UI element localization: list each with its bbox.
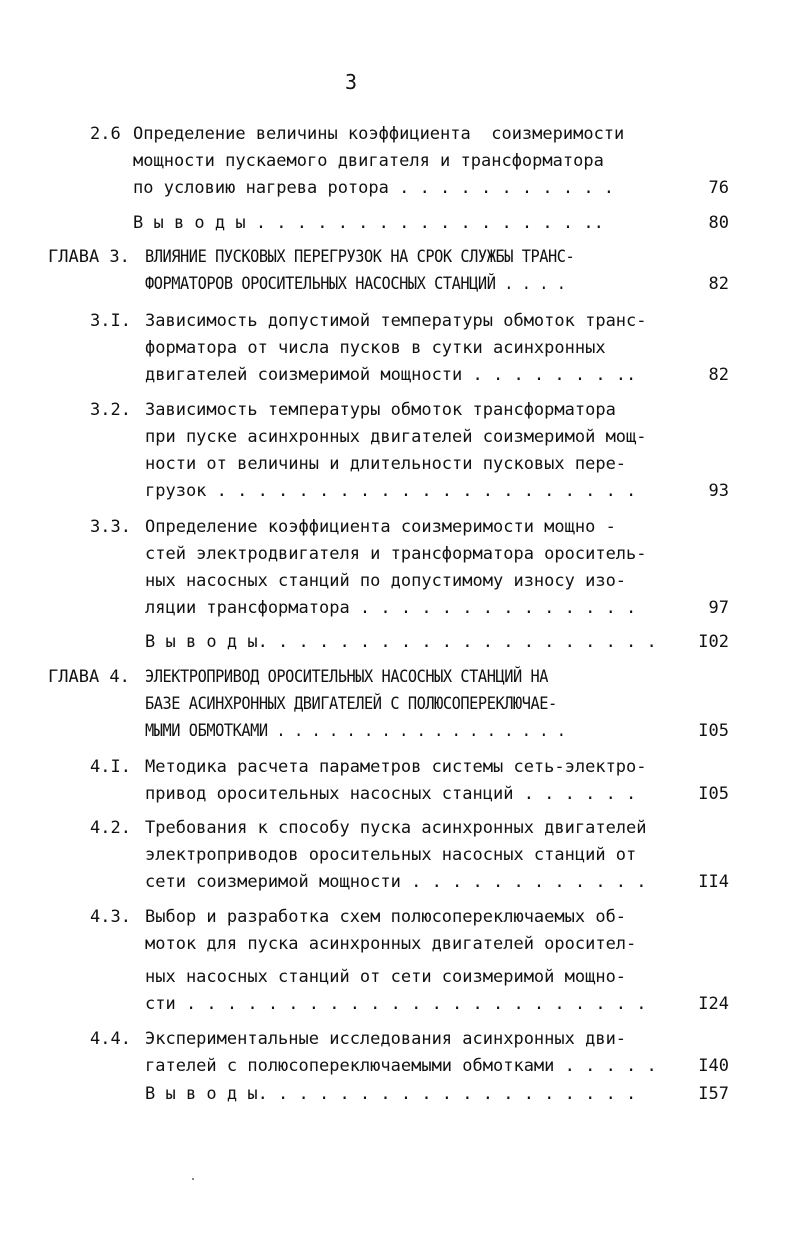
toc-entry-line: Выбор и разработка схем полюсопереключаемых об- — [145, 907, 627, 927]
toc-entry-line: В ы в о д ы. . . . . . . . . . . . . . . . . . . — [145, 1084, 637, 1104]
toc-entry-page: I57 — [698, 1084, 729, 1104]
toc-entry-line: ляции трансформатора . . . . . . . . . . . . . . — [145, 598, 637, 618]
toc-entry-line: В ы в о д ы. . . . . . . . . . . . . . . . . . . . — [145, 632, 657, 652]
toc-entry-page: II4 — [698, 872, 729, 892]
toc-entry-number: 4.3. — [90, 907, 131, 927]
toc-entry-page: I24 — [698, 994, 729, 1014]
toc-entry-line: Определение коэффициента соизмеримости мощно - — [145, 517, 616, 537]
toc-entry-page: 97 — [708, 598, 729, 618]
toc-entry-line: электроприводов оросительных насосных станций от — [145, 845, 637, 865]
toc-entry-number: 3.I. — [90, 311, 131, 331]
toc-entry-page: I05 — [698, 721, 729, 741]
toc-entry-line: Методика расчета параметров системы сеть-электро- — [145, 757, 647, 777]
toc-entry-number: 2.6 — [90, 124, 121, 144]
page-number: 3 — [345, 70, 358, 94]
toc-entry-line: В ы в о д ы . . . . . . . . . . . . . . . . .. — [133, 213, 604, 233]
toc-entry-page: I02 — [698, 632, 729, 652]
toc-entry-line: гателей с полюсопереключаемыми обмотками . . . . . — [145, 1056, 657, 1076]
toc-entry-page: 76 — [708, 178, 729, 198]
toc-chapter-line: ВЛИЯНИЕ ПУСКОВЫХ ПЕРЕГРУЗОК НА СРОК СЛУЖБЫ ТРАНС- — [145, 247, 575, 267]
toc-entry-number: 4.I. — [90, 757, 131, 777]
toc-entry-line: Определение величины коэффициента соизмеримости — [133, 124, 625, 144]
toc-entry-number: 3.2. — [90, 400, 131, 420]
toc-entry-line: стей электродвигателя и трансформатора ороситель- — [145, 544, 647, 564]
toc-chapter-line: ФОРМАТОРОВ ОРОСИТЕЛЬНЫХ НАСОСНЫХ СТАНЦИЙ . . . . — [145, 274, 566, 294]
toc-entry-line: по условию нагрева ротора . . . . . . . . . . . — [133, 178, 615, 198]
toc-entry-page: I05 — [698, 784, 729, 804]
toc-entry-page: 82 — [708, 365, 729, 385]
toc-entry-line: ных насосных станций по допустимому износу изо- — [145, 571, 627, 591]
toc-entry-line: сти . . . . . . . . . . . . . . . . . . . . . . . — [145, 994, 647, 1014]
toc-entry-number: 4.4. — [90, 1029, 131, 1049]
toc-entry-page: 93 — [708, 481, 729, 501]
scan-speck — [192, 1178, 194, 1180]
toc-chapter-line: БАЗЕ АСИНХРОННЫХ ДВИГАТЕЛЕЙ С ПОЛЮСОПЕРЕКЛЮЧАЕ- — [145, 694, 557, 714]
toc-entry-line: моток для пуска асинхронных двигателей оросител- — [145, 934, 637, 954]
toc-entry-page: 82 — [708, 274, 729, 294]
toc-entry-line: Зависимость температуры обмоток трансформатора — [145, 400, 616, 420]
toc-entry-line: при пуске асинхронных двигателей соизмеримой мощ- — [145, 427, 647, 447]
toc-entry-line: мощности пускаемого двигателя и трансформатора — [133, 151, 604, 171]
toc-entry-line: Зависимость допустимой температуры обмоток транс- — [145, 311, 647, 331]
toc-entry-line: ности от величины и длительности пусковых пере- — [145, 454, 627, 474]
toc-entry-number: 4.2. — [90, 818, 131, 838]
toc-chapter-line: МЫМИ ОБМОТКАМИ . . . . . . . . . . . . . . . . . — [145, 721, 566, 741]
toc-entry-line: Экспериментальные исследования асинхронных дви- — [145, 1029, 627, 1049]
toc-entry-page: I40 — [698, 1056, 729, 1076]
toc-entry-line: сети соизмеримой мощности . . . . . . . . . . . . — [145, 872, 647, 892]
toc-entry-page: 80 — [708, 213, 729, 233]
toc-entry-line: Требования к способу пуска асинхронных двигателей — [145, 818, 647, 838]
toc-entry-line: двигателей соизмеримой мощности . . . . . . . .. — [145, 365, 637, 385]
toc-chapter-number: ГЛАВА 3. — [48, 247, 130, 267]
toc-entry-line: ных насосных станций от сети соизмеримой мощно- — [145, 967, 627, 987]
toc-entry-line: форматора от числа пусков в сутки асинхронных — [145, 338, 606, 358]
toc-chapter-number: ГЛАВА 4. — [48, 667, 130, 687]
toc-entry-number: 3.3. — [90, 517, 131, 537]
toc-chapter-line: ЭЛЕКТРОПРИВОД ОРОСИТЕЛЬНЫХ НАСОСНЫХ СТАНЦИЙ НА — [145, 667, 549, 687]
toc-entry-line: привод оросительных насосных станций . . . . . . — [145, 784, 637, 804]
toc-entry-line: грузок . . . . . . . . . . . . . . . . . . . . . — [145, 481, 637, 501]
